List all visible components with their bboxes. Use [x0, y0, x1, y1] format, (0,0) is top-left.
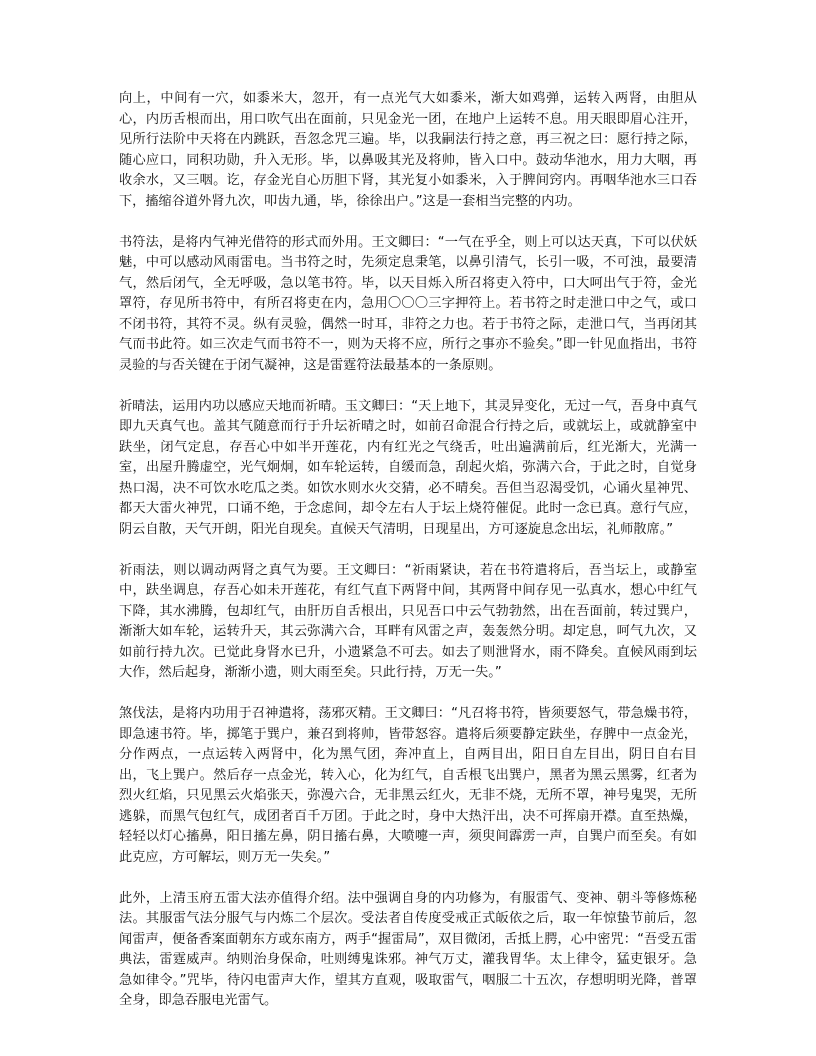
paragraph-five-thunder-method: 此外，上清玉府五雷大法亦值得介绍。法中强调自身的内功修为，有服雷气、变神、朝斗等修炼秘法。其服雷气法分服气与内炼二个层次。受法者自传度受戒正式皈依之后，取一年惊蛰节前后，忽闻雷声，便备香案面朝东方或东南方，两手“握雷局”，双目微闭，舌抵上腭，心中密咒：“吾受五雷典法，雷霆威声。纳则治身保命，吐则缚鬼诛邪。神气万丈，灌我胃华。太上律令，猛吏银牙。急急如律令。”咒毕，待闪电雷声大作，望其方直观，吸取雷气，咽服二十五次，存想明明光降，普罩全身，即急吞服电光雷气。: [119, 890, 697, 1008]
paragraph-talisman-writing: 书符法，是将内气神光借符的形式而外用。王文卿曰：“一气在乎全，则上可以达天真，下可以伏妖魅，中可以感动风雨雷电。当书符之时，先须定息秉笔，以鼻引清气，长引一吸，不可浊，最要清气，然后闭气，全无呼吸，急以笔书符。毕，以天目烁入所召将吏入符中，口大呵出气于符，金光罩符，存见所书符中，有所召将吏在内，急用〇〇〇三字押符上。若书符之时走泄口中之气，或口不闭书符，其符不灵。纵有灵验，偶然一时耳，非符之力也。若于书符之际，走泄口气，当再闭其气而书此符。如三次走气而书符不一，则为天将不应，所行之事亦不验矣。”即一针见血指出，书符灵验的与否关键在于闭气凝神，这是雷霆符法最基本的一条原则。: [119, 234, 697, 373]
paragraph-praying-for-sun: 祈晴法，运用内功以感应天地而祈晴。玉文卿曰：“天上地下，其灵异变化，无过一气，吾身中真气即九天真气也。盖其气随意而行于升坛祈晴之时，如前召命混合行持之后，或就坛上，或就静室中趺坐，闭气定息，存吾心中如半开莲花，内有红光之气绕舌，吐出遍满前后，红光渐大，光满一室，出屋升腾虚空，光气炯炯，如车轮运转，自缓而急，刮起火焰，弥满六合，于此之时，自觉身热口渴，决不可饮水吃瓜之类。如饮水则水火交猜，必不晴矣。吾但当忍渴受饥，心诵火星神咒、都天大雷火神咒，口诵不绝，于念虑间，却令左右人于坛上烧符催促。此时一念已真。意行气应，阴云自散，天气开朗，阳光自现矣。直候天气清明，日现星出，方可逐旋息念出坛，礼师散席。”: [119, 398, 697, 537]
paragraph-exorcism: 煞伐法，是将内功用于召神遣将，荡邪灭精。王文卿曰：“凡召将书符，皆须要怒气，带急燥书符，即急速书符。毕，掷笔于巽户，兼召到将帅，皆带怒容。遣将后须要静定趺坐，存脾中一点金光，分作两点，一点运转入两肾中，化为黑气团，奔冲直上，自两目出，阳日自左目出，阴日自右目出，飞上巽户。然后存一点金光，转入心，化为红气，自舌根飞出巽户，黑者为黑云黑雾，红者为烈火红焰，只见黑云火焰张天，弥漫六合，无非黑云红火，无非不烧，无所不罩，神号鬼哭，无所逃躲，而黑气包红气，成团者百千万团。于此之时，身中大热汗出，决不可挥扇开襟。直至热燥，轻轻以灯心搐鼻，阳日搐左鼻，阴日搐右鼻，大喷嚏一声，须臾间霹雳一声，自巽户而至矣。有如此克应，方可解坛，则万无一失矣。”: [119, 706, 697, 865]
paragraph-praying-for-rain: 祈雨法，则以调动两肾之真气为要。王文卿曰：“祈雨紧诀，若在书符遣将后，吾当坛上，或静室中，趺坐调息，存吾心如未开莲花，有红气直下两肾中间，其两肾中间存见一弘真水，想心中红气下降，其水沸腾，包却红气，由肝历自舌根出，只见吾口中云气勃勃然，出在吾面前，转过巽户，渐渐大如车轮，运转升天，其云弥满六合，耳畔有风雷之声，轰轰然分明。却定息，呵气九次，又如前行持九次。已觉此身肾水已升，小遗紧急不可去。如去了则泄肾水，雨不降矣。直候风雨到坛大作，然后起身，渐渐小遗，则大雨至矣。只此行持，万无一失。”: [119, 562, 697, 680]
paragraph-inner-practice: 向上，中间有一穴，如黍米大，忽开，有一点光气大如黍米，渐大如鸡弹，运转入两肾，由胆从心，内历舌根而出，用口吹气出在面前，只见金光一团，在地户上运转不息。用天眼即眉心注开，见所行法阶中天将在内跳跃，吾忽念咒三遍。毕，以我嗣法行持之意，再三祝之曰：愿行持之际，随心应口，同积功勋，升入无形。毕，以鼻吸其光及将帅，皆入口中。鼓动华池水，用力大咽，再收余水，又三咽。讫，存金光自心历胆下肾，其光复小如黍米，入于脾间窍内。再咽华池水三口吞下，搐缩谷道外肾九次，叩齿九通，毕，徐徐出户。”这是一套相当完整的内功。: [119, 91, 697, 209]
document-page: [119, 89, 697, 1032]
